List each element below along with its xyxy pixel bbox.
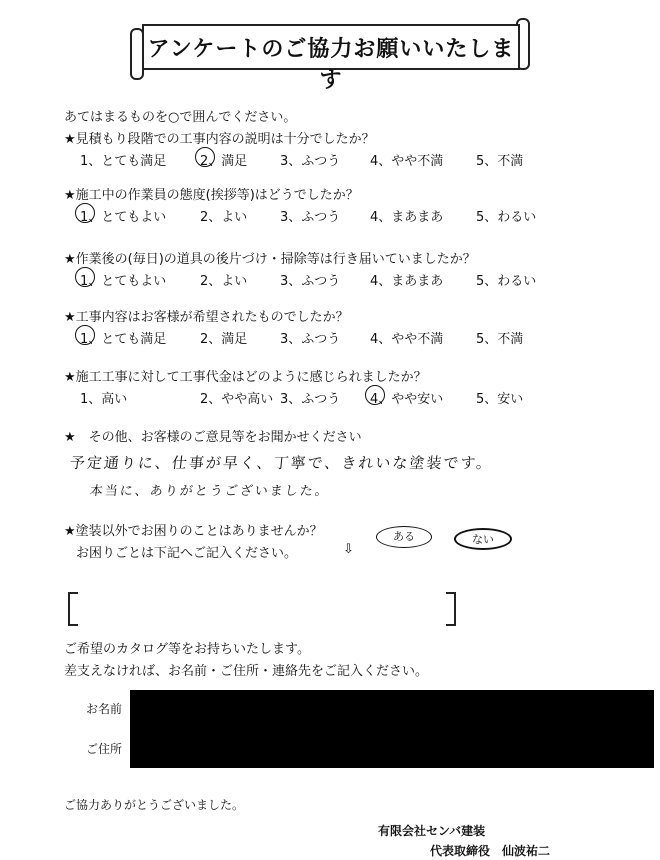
option-label: 3、ふつう [280,332,341,347]
company-name: 有限会社センバ建装 [378,824,486,838]
closing-text: ご協力ありがとうございました。 [64,798,245,812]
opinion-answer-line1: 予定通りに、仕事が早く、丁寧で、きれいな塗装です。 [69,454,495,472]
question-2-option-4[interactable] [370,206,443,225]
question-2-option-5[interactable] [476,206,536,225]
instruction-text: あてはまるものを○で囲んでください。 [64,110,297,125]
question-1-option-4[interactable] [370,150,443,169]
question-1-option-3[interactable] [280,150,340,169]
catalog-line2: 差支えなければ、お名前・ご住所・連絡先をご記入ください。 [64,664,429,679]
option-label: 1、とても満足 [80,332,167,347]
option-label: 5、不満 [476,154,524,169]
option-label: 1、とてもよい [80,274,167,289]
option-label: 2、やや高い [200,392,274,407]
question-5-option-1[interactable] [80,388,127,407]
option-label: 4、やや安い [370,392,444,407]
question-4-option-2[interactable] [200,328,247,347]
option-label: 5、安い [476,392,524,407]
option-label: 1、とてもよい [80,210,167,225]
option-yes[interactable]: ある [376,526,432,548]
question-4-option-4[interactable] [370,328,443,347]
question-3-option-3[interactable] [280,270,340,289]
trouble-question: ★塗装以外でお困りのことはありませんか？ [64,524,323,539]
option-label: 5、わるい [476,210,537,225]
option-label: 3、ふつう [280,154,341,169]
option-label: 5、わるい [476,274,537,289]
comment-bracket-left [68,592,78,626]
option-label: 4、やや不満 [370,154,444,169]
option-label: 1、とても満足 [80,154,167,169]
question-5-option-4[interactable] [370,388,443,407]
question-5-text: ★施工工事に対して工事代金はどのように感じられましたか？ [64,370,427,385]
option-label: 4、まあまあ [370,274,444,289]
question-2-text: ★施工中の作業員の態度(挨拶等)はどうでしたか？ [64,188,359,203]
title-banner [128,18,532,93]
question-3-option-4[interactable] [370,270,443,289]
redacted-personal-info [130,690,654,768]
option-label: 2、満足 [200,332,248,347]
question-1-option-5[interactable] [476,150,523,169]
question-4-option-5[interactable] [476,328,523,347]
down-arrow-icon: ⇩ [343,542,354,557]
opinion-answer-line2: 本当に、ありがとうございました。 [89,484,331,499]
question-3-option-5[interactable] [476,270,536,289]
question-3-option-1[interactable] [80,270,166,289]
option-label: 3、ふつう [280,274,341,289]
question-3-option-2[interactable] [200,270,247,289]
name-label: お名前 [86,702,123,716]
selected-circle-mark [75,325,95,345]
option-label: 2、よい [200,210,248,225]
option-label: 2、よい [200,274,248,289]
question-4-option-1[interactable] [80,328,166,347]
question-1-option-2[interactable] [200,150,247,169]
option-label: 4、やや不満 [370,332,444,347]
trouble-instruction: お困りごとは下記へご記入ください。 [76,546,298,561]
option-label: 4、まあまあ [370,210,444,225]
selected-circle-mark [75,267,95,287]
option-label: 1、高い [80,392,128,407]
question-2-option-3[interactable] [280,206,340,225]
question-3-text: ★作業後の(毎日)の道具の後片づけ・掃除等は行き届いていましたか？ [64,252,476,267]
option-label: 3、ふつう [280,392,341,407]
question-5-option-5[interactable] [476,388,523,407]
question-5-option-3[interactable] [280,388,340,407]
selected-circle-mark [365,385,385,405]
question-1-option-1[interactable] [80,150,166,169]
selected-circle-mark [195,147,215,167]
question-5-option-2[interactable] [200,388,273,407]
comment-bracket-right [446,592,456,626]
question-4-text: ★工事内容はお客様が希望されたものでしたか？ [64,310,349,325]
option-label: 2、満足 [200,154,248,169]
question-4-option-3[interactable] [280,328,340,347]
option-no-circled[interactable]: ない [454,528,512,550]
address-label: ご住所 [86,742,123,756]
catalog-line1: ご希望のカタログ等をお持ちいたします。 [64,642,310,657]
option-label: 5、不満 [476,332,524,347]
question-2-option-2[interactable] [200,206,247,225]
page-title: アンケートのご協力お願いいたします [147,37,515,93]
company-representative: 代表取締役 仙波祐二 [430,844,551,858]
scroll-frame [142,24,520,93]
question-2-option-1[interactable] [80,206,166,225]
option-label: 3、ふつう [280,210,341,225]
question-1-text: ★見積もり段階での工事内容の説明は十分でしたか？ [64,132,375,147]
opinion-prompt: ★ その他、お客様のご意見等をお聞かせください [64,430,362,445]
selected-circle-mark [75,203,95,223]
